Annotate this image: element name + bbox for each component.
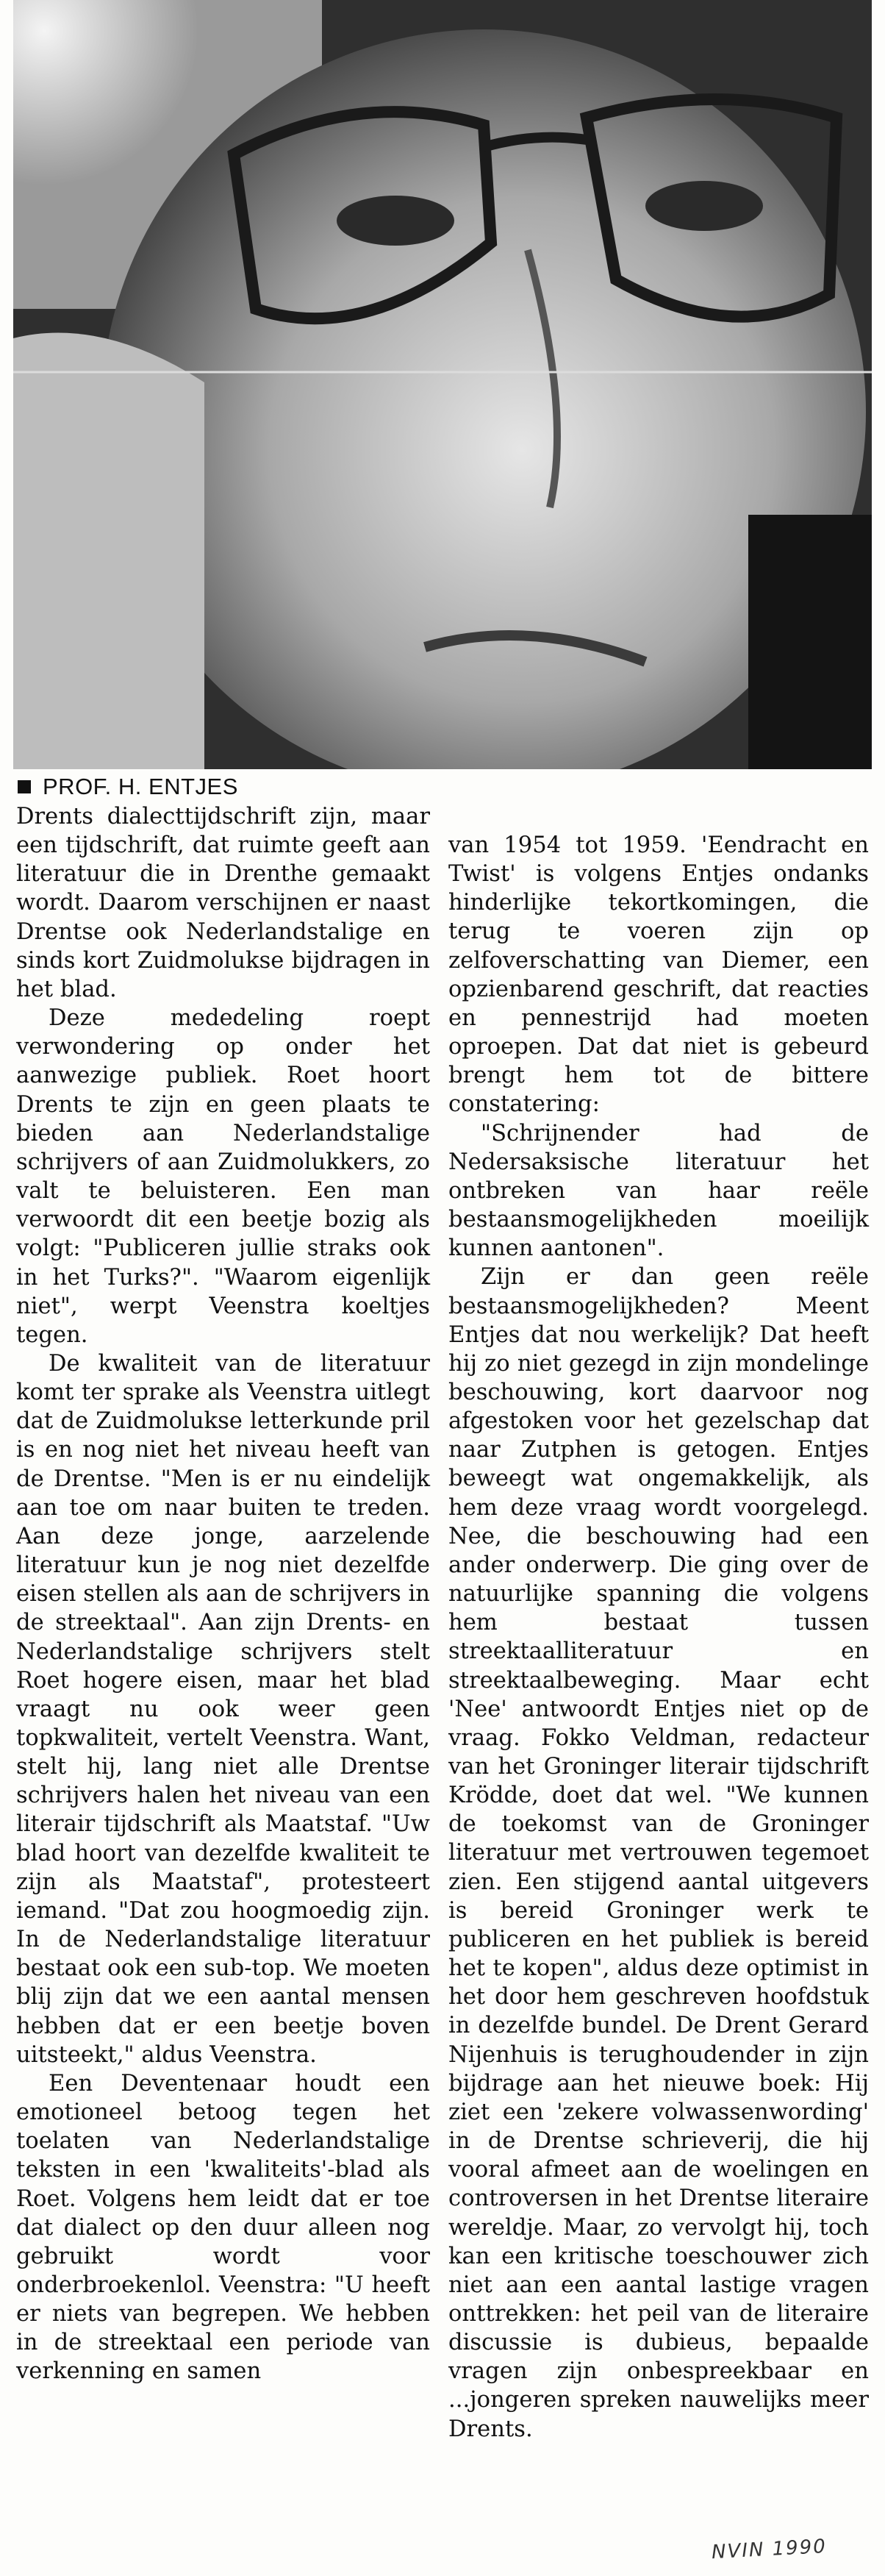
paragraph: van 1954 tot 1959. 'Eendracht en Twist' is volgens Entjes ondanks hinderlijke tekortkomingen, die terug te voeren zijn op zelfoverschatting van Diemer, een opzienbarend geschrift, dat reacties en pennestrijd had moeten oproepen. Dat dat niet is gebeurd brengt hem tot de bittere constatering: <box>448 832 869 1118</box>
paragraph: Deze mededeling roept verwondering op onder het aanwezige publiek. Roet hoort Drents te zijn en geen plaats te bieden aan Nederlandstalige schrijvers of aan Zuidmolukkers, zo valt te beluisteren. Een man verwoordt dit een beetje bozig als volgt: "Publiceren jullie straks ook in het Turks?". "Waarom eigenlijk niet", werpt Veenstra koeltjes tegen. <box>16 1005 430 1348</box>
portrait-photo <box>13 0 872 769</box>
article-right-column <box>448 831 869 2444</box>
paragraph: Zijn er dan geen reële bestaansmogelijkheden? Meent Entjes dat nou werkelijk? Dat heeft hij zo niet gezegd in zijn mondelinge beschouwing, kort daarvoor nog afgestoken voor het gezelschap dat naar Zutphen is getogen. Entjes beweegt wat ongemakkelijk, als hem deze vraag wordt voorgelegd. Nee, die beschouwing had een ander onderwerp. Die ging over de natuurlijke spanning die volgens hem bestaat tussen streektaalliteratuur en streektaalbeweging. Maar echt 'Nee' antwoordt Entjes niet op de vraag. Fokko Veldman, redacteur van het Groninger literair tijdschrift Krödde, doet dat wel. "We kunnen de toekomst van de Groninger literatuur met vertrouwen tegemoet zien. Een stijgend aantal uitgevers is bereid Groninger werk te publiceren en het publiek is bereid het te kopen", aldus deze optimist in het door hem geschreven hoofdstuk in dezelfde bundel. De Drent Gerard Nijenhuis is terughoudender in zijn bijdrage aan het nieuwe boek: Hij ziet een 'zekere volwassenwording' in de Drentse schrieverij, die hij vooral afmeet aan de woelingen en controversen in het Drentse literaire wereldje. Maar, zo vervolgt hij, toch kan een kritische toeschouwer zich niet aan een aantal lastige vragen onttrekken: het peil van de literaire discussie is dubieus, bepaalde vragen zijn onbespreekbaar en ...jongeren spreken nauwelijks meer Drents. <box>448 1264 869 2442</box>
caption-bullet-icon <box>18 780 31 793</box>
paragraph: De kwaliteit van de literatuur komt ter sprake als Veenstra uitlegt dat de Zuidmolukse letterkunde pril is en nog niet het niveau heeft van de Drentse. "Men is er nu eindelijk aan toe om naar buiten te treden. Aan deze jonge, aarzelende literatuur kun je nog niet dezelfde eisen stellen als aan de schrijvers in de streektaal". Aan zijn Drents- en Nederlandstalige schrijvers stelt Roet hogere eisen, maar het blad vraagt nu ook weer geen topkwaliteit, vertelt Veenstra. Want, stelt hij, lang niet alle Drentse schrijvers halen het niveau van een literair tijdschrift als Maatstaf. "Uw blad hoort van dezelfde kwaliteit te zijn als Maatstaf", protesteert iemand. "Dat zou hoogmoedig zijn. In de Nederlandstalige literatuur bestaat ook een sub-top. We moeten blij zijn dat we een aantal mensen hebben dat er een beetje boven uitsteekt," aldus Veenstra. <box>16 1350 430 2068</box>
caption-text: PROF. H. ENTJES <box>43 774 238 799</box>
paragraph: Een Deventenaar houdt een emotioneel betoog tegen het toelaten van Nederlandstalige teksten in een 'kwaliteits'-blad als Roet. Volgens hem leidt dat er toe dat dialect op den duur alleen nog gebruikt wordt voor onderbroekenlol. Veenstra: "U heeft er niets van begrepen. We hebben in de streektaal een periode van verkenning en samen <box>16 2070 430 2385</box>
handwritten-annotation: NVIN 1990 <box>711 2535 828 2564</box>
photo-caption <box>18 772 238 802</box>
portrait-image <box>13 0 872 769</box>
article-left-column <box>16 802 430 2386</box>
paragraph: Drents dialecttijdschrift zijn, maar een tijdschrift, dat ruimte geeft aan literatuur die in Drenthe gemaakt wordt. Daarom verschijnen er naast Drentse ook Nederlandstalige en sinds kort Zuidmolukse bijdragen in het blad. <box>16 804 430 1002</box>
quoted-paragraph: "Schrijnender had de Nedersaksische literatuur het ontbreken van haar reële bestaansmogelijkheden moeilijk kunnen aantonen". <box>448 1120 869 1262</box>
